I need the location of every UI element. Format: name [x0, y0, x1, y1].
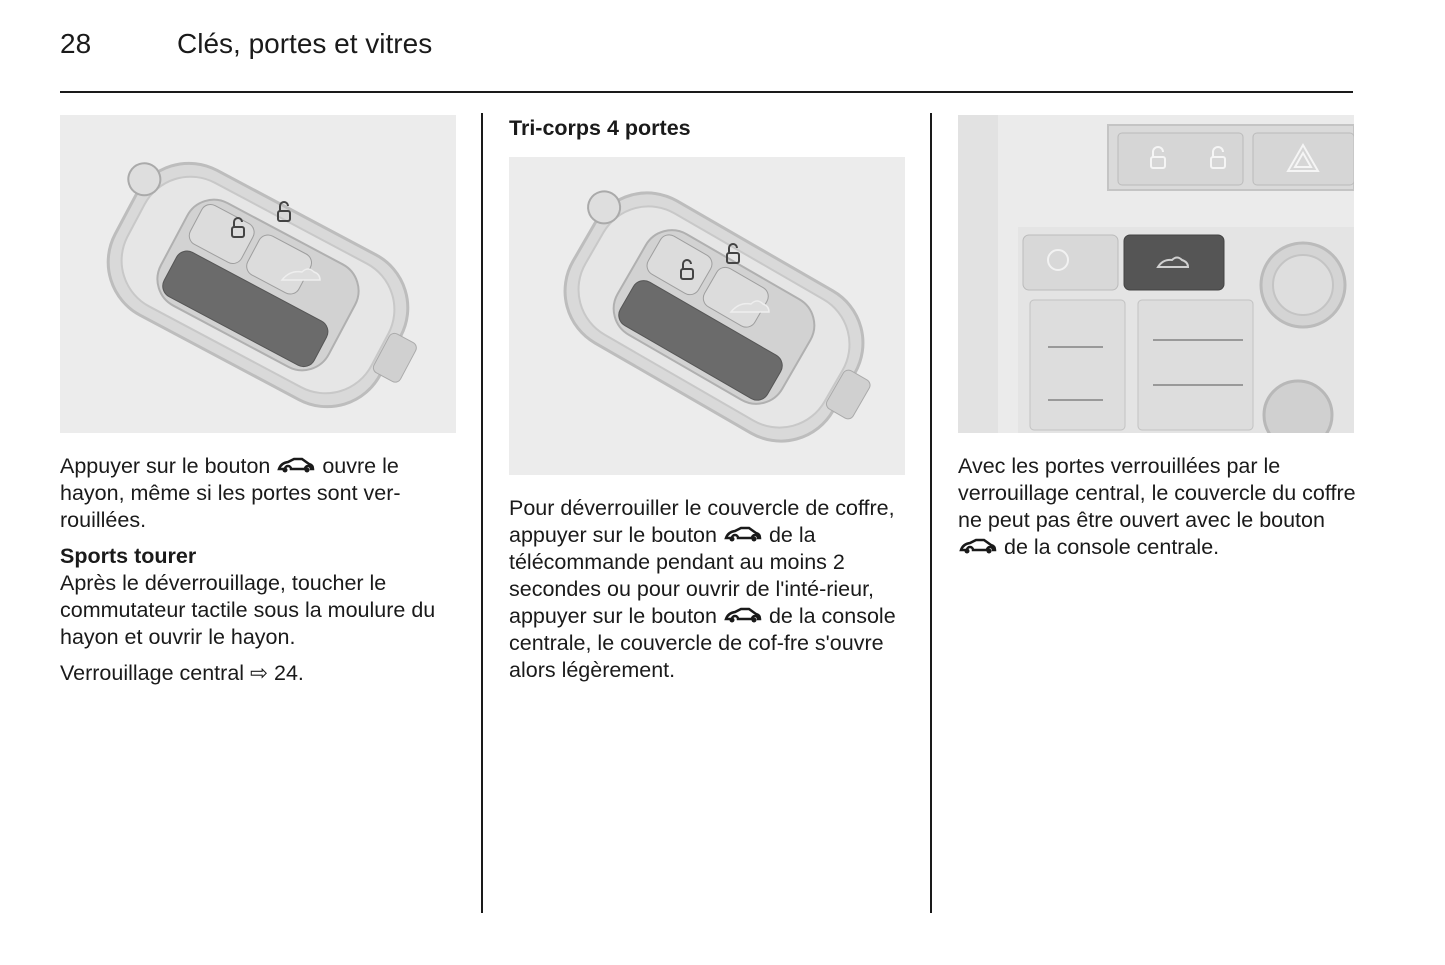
trunk-release-icon: [276, 457, 316, 475]
col2-paragraph-1: Pour déverrouiller le couvercle de coffre, appuyer sur le bouton de la télécommande pendant au moins 2 secondes ou pour ouvrir de l'inté-rieur, appuyer sur le bouton de la console centrale, le couvercle de cof-fre s'ouvre alors légèrement.: [509, 496, 896, 682]
column-divider-1: [481, 113, 483, 913]
trunk-release-icon: [958, 538, 998, 556]
col2-text: [509, 495, 909, 693]
tri-corps-heading: Tri-corps 4 portes: [509, 116, 691, 140]
col1-paragraph-3: Verrouillage central ⇨ 24.: [60, 661, 304, 685]
sports-tourer-heading: Sports tourer: [60, 544, 197, 568]
col3-paragraph-1: Avec les portes verrouillées par le verrouillage central, le couvercle du coffre ne peut pas être ouvert avec le bouton de la console centrale.: [958, 454, 1356, 559]
col3-text: [958, 453, 1358, 570]
page-title: Clés, portes et vitres: [177, 28, 433, 59]
key-fob-figure-1: [60, 115, 456, 433]
page-number: 28: [60, 28, 92, 59]
col1-paragraph-2: Sports tourer Après le déverrouillage, toucher le commutateur tactile sous la moulure du hayon et ouvrir le hayon.: [60, 543, 460, 651]
col1-text: [60, 453, 460, 696]
column-divider-2: [930, 113, 932, 913]
header-rule: [60, 91, 1353, 93]
key-fob-figure-2: [509, 157, 905, 475]
console-figure: [958, 115, 1354, 433]
trunk-release-icon: [723, 607, 763, 625]
col1-paragraph-1: Appuyer sur le bouton ouvre le hayon, même si les portes sont ver-rouillées.: [60, 454, 401, 532]
trunk-release-icon: [723, 526, 763, 544]
